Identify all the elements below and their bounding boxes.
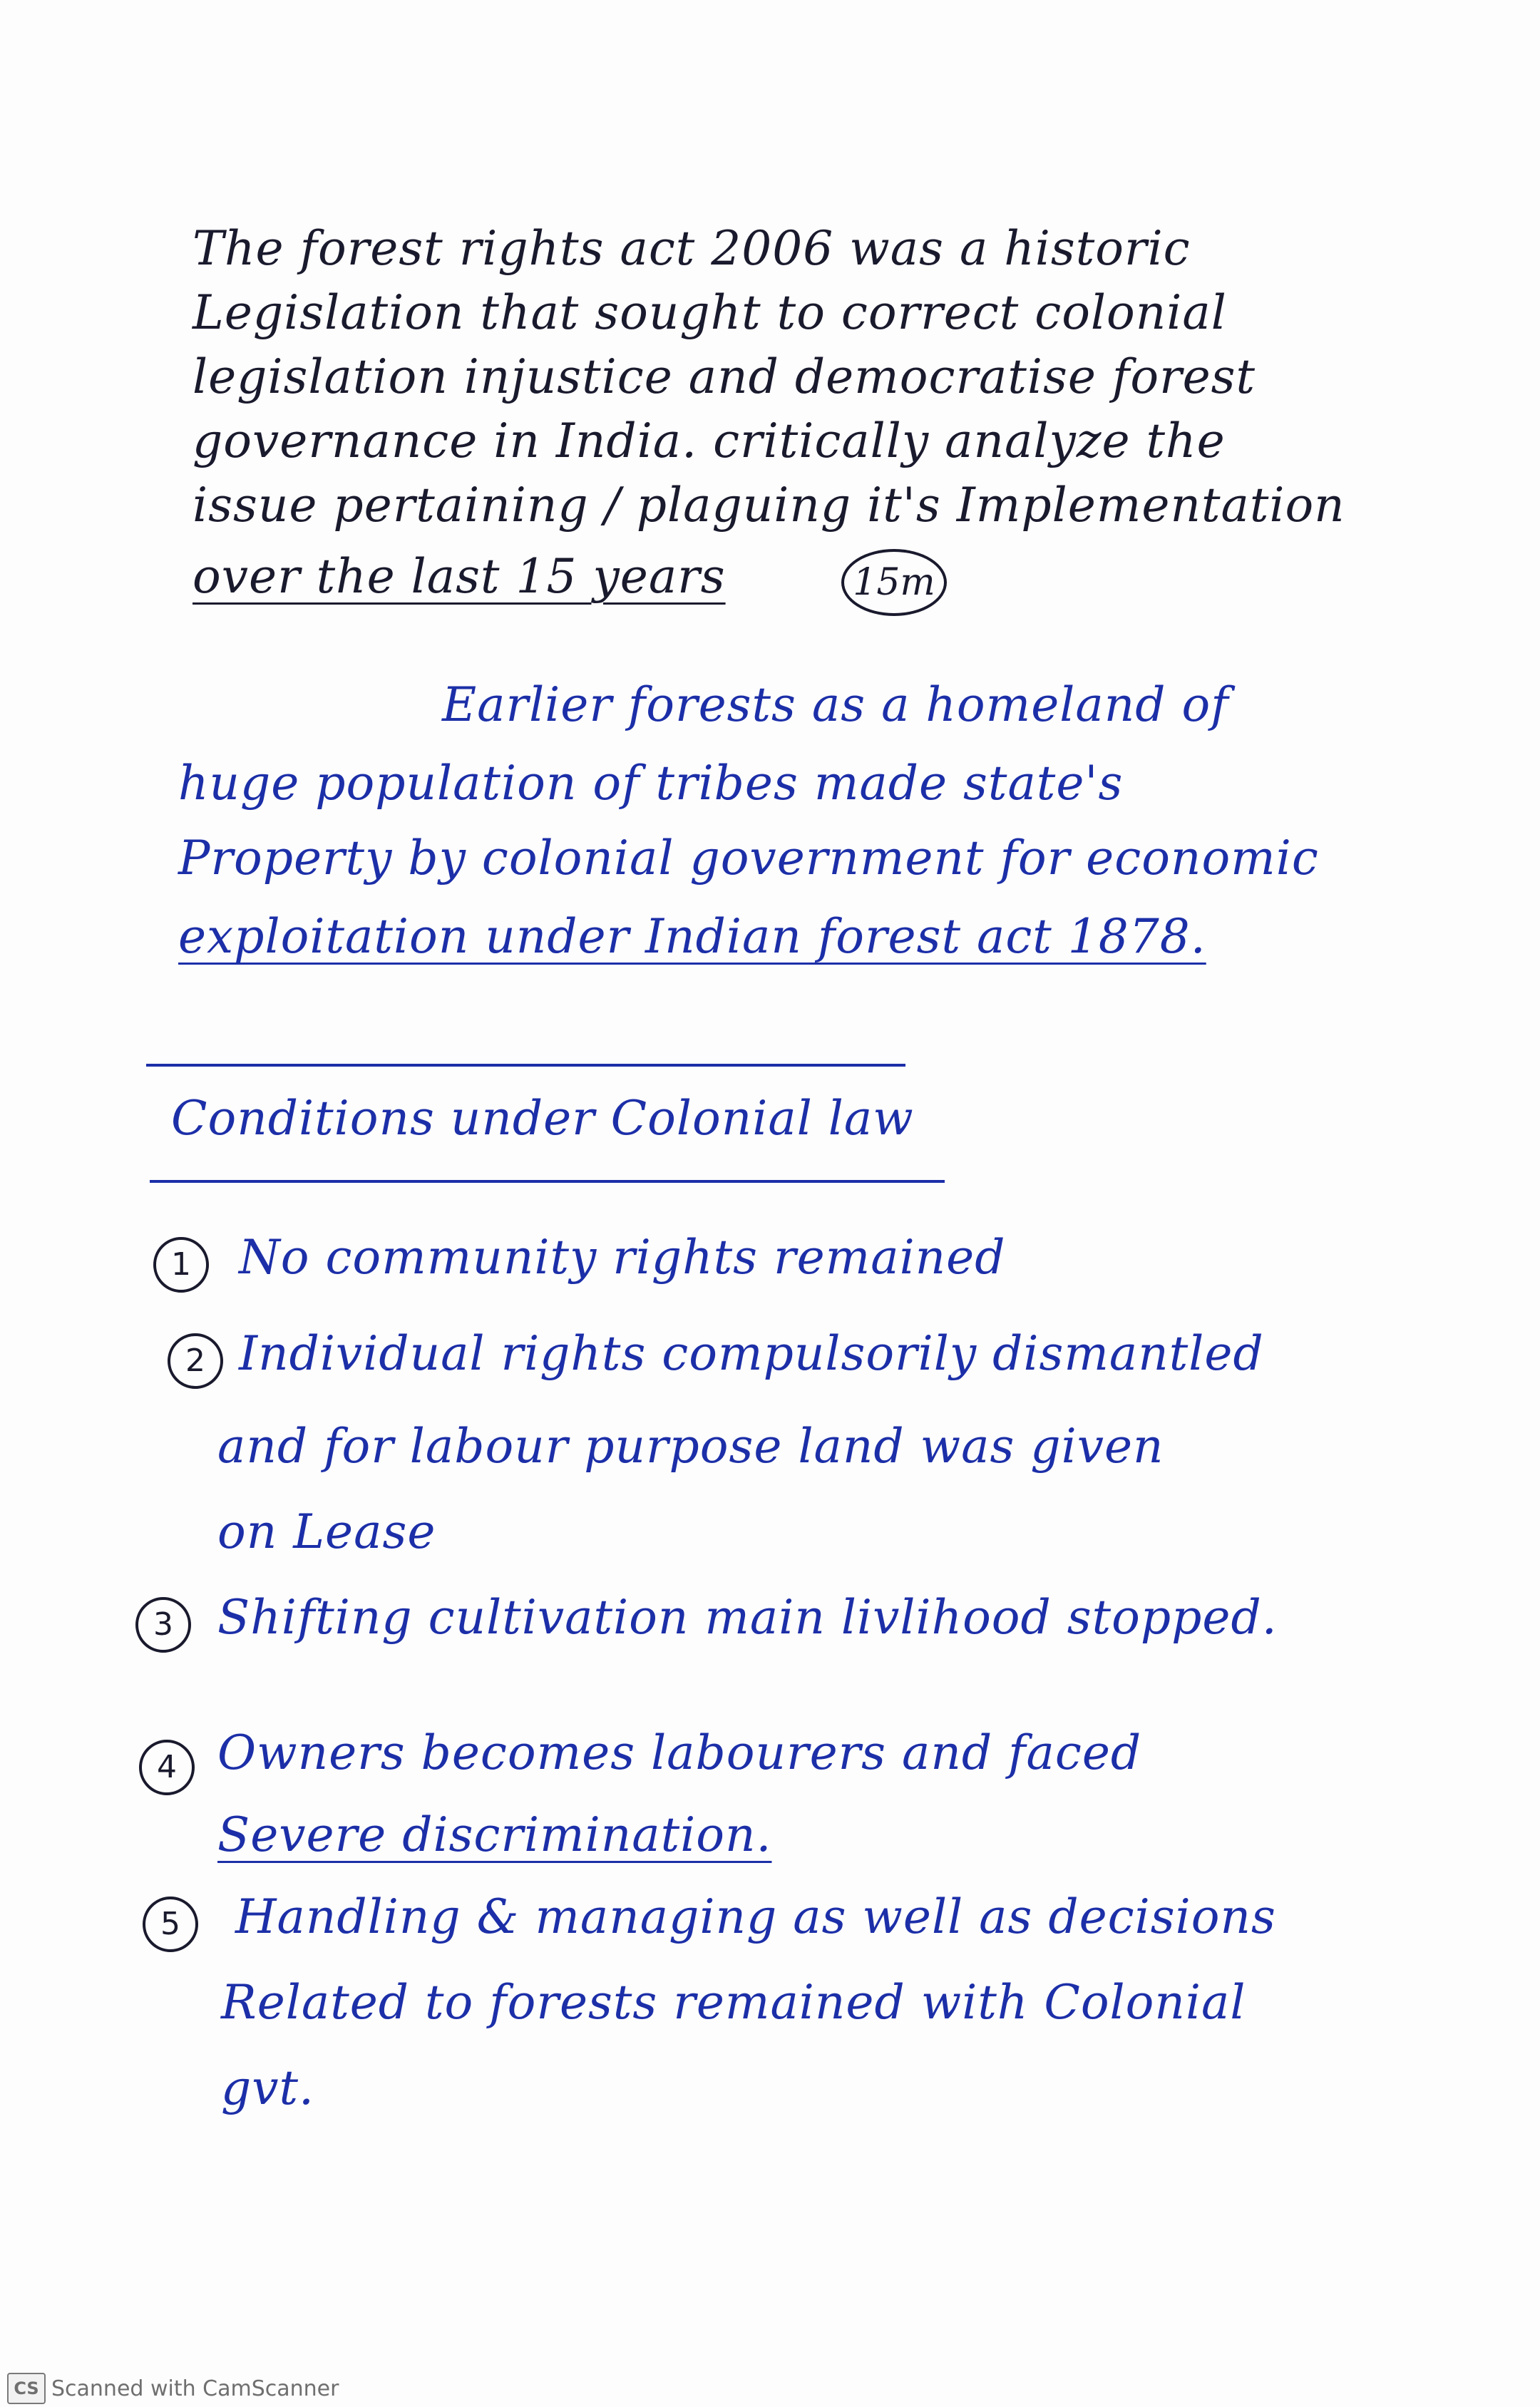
question-line-4: governance in India. critically analyze the	[192, 414, 1226, 468]
point-2-line-3: on Lease	[217, 1504, 436, 1559]
question-line-5: issue pertaining / plaguing it's Implementation	[192, 478, 1345, 533]
question-line-6: over the last 15 years	[192, 549, 726, 604]
section-heading: Conditions under Colonial law	[171, 1091, 914, 1146]
question-line-2: Legislation that sought to correct colonial	[192, 285, 1227, 340]
question-line-3: legislation injustice and democratise forest	[192, 349, 1256, 404]
point-3-line-1: Shifting cultivation main livlihood stopped.	[217, 1590, 1278, 1645]
intro-line-2: huge population of tribes made state's	[178, 756, 1124, 811]
point-4-line-1: Owners becomes labourers and faced	[217, 1725, 1142, 1780]
camscanner-logo-icon: CS	[7, 2373, 46, 2404]
intro-line-1: Earlier forests as a homeland of	[442, 677, 1229, 732]
point-number-4: 4	[139, 1740, 195, 1795]
point-5-line-3: gvt.	[221, 2060, 315, 2115]
scanner-watermark	[7, 2373, 339, 2404]
point-number-2: 2	[168, 1333, 223, 1389]
point-2-line-1: Individual rights compulsorily dismantled	[239, 1326, 1264, 1381]
intro-line-4: exploitation under Indian forest act 1878.	[178, 909, 1206, 964]
point-number-1: 1	[153, 1237, 209, 1293]
point-1-line-1: No community rights remained	[239, 1230, 1006, 1285]
point-5-line-2: Related to forests remained with Colonial	[221, 1975, 1246, 2030]
point-number-3: 3	[135, 1597, 191, 1653]
divider-rule-top	[146, 1064, 905, 1067]
point-2-line-2: and for labour purpose land was given	[217, 1419, 1164, 1474]
question-line-1: The forest rights act 2006 was a historic	[192, 221, 1191, 276]
point-5-line-1: Handling & managing as well as decisions	[235, 1889, 1276, 1944]
marks-badge: 15m	[841, 549, 947, 616]
scanner-watermark-text: Scanned with CamScanner	[51, 2376, 339, 2401]
divider-rule-bottom	[150, 1180, 945, 1183]
point-4-line-2: Severe discrimination.	[217, 1807, 772, 1862]
point-number-5: 5	[143, 1897, 198, 1952]
intro-line-3: Property by colonial government for economic	[178, 831, 1319, 886]
